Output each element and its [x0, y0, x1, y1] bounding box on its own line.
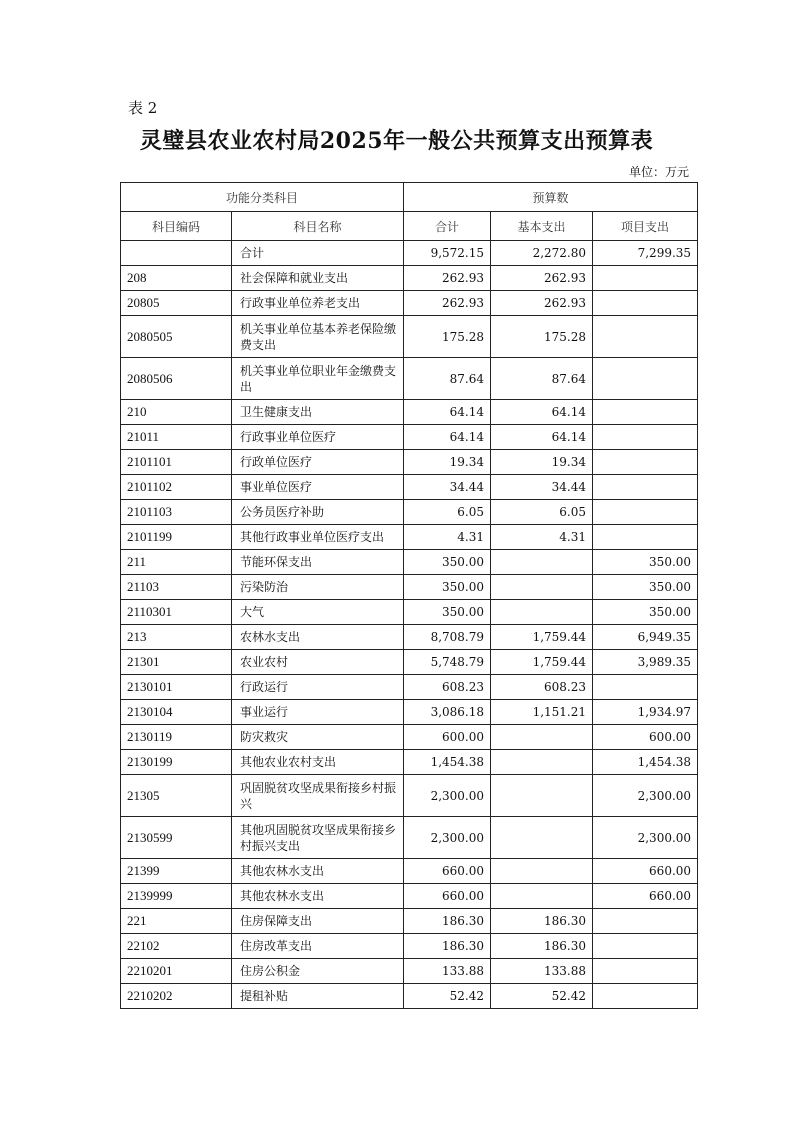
cell-name: 住房保障支出 — [232, 909, 404, 934]
cell-basic: 87.64 — [491, 358, 593, 400]
cell-name: 行政运行 — [232, 675, 404, 700]
cell-basic — [491, 775, 593, 817]
cell-name: 防灾救灾 — [232, 725, 404, 750]
cell-total: 175.28 — [404, 316, 491, 358]
cell-project: 350.00 — [593, 600, 698, 625]
cell-code: 21301 — [121, 650, 232, 675]
cell-name: 事业运行 — [232, 700, 404, 725]
table-row — [121, 358, 698, 400]
cell-project: 6,949.35 — [593, 625, 698, 650]
cell-basic — [491, 750, 593, 775]
cell-code: 2130599 — [121, 817, 232, 859]
cell-basic: 186.30 — [491, 934, 593, 959]
cell-total: 4.31 — [404, 525, 491, 550]
table-row — [121, 425, 698, 450]
cell-name: 卫生健康支出 — [232, 400, 404, 425]
cell-total: 186.30 — [404, 934, 491, 959]
cell-name: 行政单位医疗 — [232, 450, 404, 475]
cell-name: 住房改革支出 — [232, 934, 404, 959]
cell-name: 事业单位医疗 — [232, 475, 404, 500]
cell-code: 21011 — [121, 425, 232, 450]
cell-project — [593, 291, 698, 316]
cell-basic — [491, 725, 593, 750]
cell-basic: 6.05 — [491, 500, 593, 525]
cell-project: 660.00 — [593, 884, 698, 909]
table-body — [121, 241, 698, 1009]
cell-project: 1,934.97 — [593, 700, 698, 725]
table-row — [121, 650, 698, 675]
table-number-label: 表 2 — [128, 99, 158, 117]
cell-basic: 34.44 — [491, 475, 593, 500]
cell-project — [593, 525, 698, 550]
cell-code: 21399 — [121, 859, 232, 884]
cell-basic — [491, 575, 593, 600]
cell-total: 6.05 — [404, 500, 491, 525]
cell-project — [593, 675, 698, 700]
cell-project — [593, 316, 698, 358]
table-row — [121, 934, 698, 959]
table-row — [121, 859, 698, 884]
table-row — [121, 500, 698, 525]
cell-basic: 186.30 — [491, 909, 593, 934]
cell-project — [593, 934, 698, 959]
cell-project: 2,300.00 — [593, 775, 698, 817]
cell-basic: 52.42 — [491, 984, 593, 1009]
cell-project — [593, 475, 698, 500]
cell-basic — [491, 859, 593, 884]
cell-basic: 262.93 — [491, 266, 593, 291]
cell-code: 2101103 — [121, 500, 232, 525]
cell-total: 350.00 — [404, 600, 491, 625]
header-code: 科目编码 — [121, 212, 232, 241]
cell-basic: 1,759.44 — [491, 625, 593, 650]
cell-basic: 175.28 — [491, 316, 593, 358]
cell-total: 2,300.00 — [404, 817, 491, 859]
cell-code: 2210201 — [121, 959, 232, 984]
cell-code: 208 — [121, 266, 232, 291]
cell-project: 350.00 — [593, 575, 698, 600]
cell-code: 2101101 — [121, 450, 232, 475]
table-row — [121, 241, 698, 266]
cell-project — [593, 266, 698, 291]
cell-code: 2130119 — [121, 725, 232, 750]
cell-project: 600.00 — [593, 725, 698, 750]
table-row — [121, 725, 698, 750]
table-row — [121, 291, 698, 316]
cell-name: 住房公积金 — [232, 959, 404, 984]
cell-project — [593, 400, 698, 425]
cell-project — [593, 500, 698, 525]
cell-basic: 133.88 — [491, 959, 593, 984]
cell-total: 660.00 — [404, 884, 491, 909]
table-row — [121, 775, 698, 817]
cell-project: 2,300.00 — [593, 817, 698, 859]
header-basic: 基本支出 — [491, 212, 593, 241]
cell-basic — [491, 600, 593, 625]
cell-name: 大气 — [232, 600, 404, 625]
cell-total: 64.14 — [404, 400, 491, 425]
header-name: 科目名称 — [232, 212, 404, 241]
cell-name: 农林水支出 — [232, 625, 404, 650]
cell-basic: 64.14 — [491, 400, 593, 425]
cell-name: 机关事业单位基本养老保险缴费支出 — [232, 316, 404, 358]
cell-total: 133.88 — [404, 959, 491, 984]
header-budget-amount: 预算数 — [404, 183, 698, 212]
cell-basic: 19.34 — [491, 450, 593, 475]
table-row — [121, 600, 698, 625]
cell-name: 机关事业单位职业年金缴费支出 — [232, 358, 404, 400]
cell-code: 21305 — [121, 775, 232, 817]
cell-code: 211 — [121, 550, 232, 575]
cell-name: 社会保障和就业支出 — [232, 266, 404, 291]
cell-code — [121, 241, 232, 266]
table-row — [121, 959, 698, 984]
cell-name: 污染防治 — [232, 575, 404, 600]
page-title: 灵璧县农业农村局2025年一般公共预算支出预算表 — [139, 128, 654, 154]
cell-basic: 608.23 — [491, 675, 593, 700]
table-row — [121, 675, 698, 700]
cell-total: 87.64 — [404, 358, 491, 400]
table-row — [121, 909, 698, 934]
header-total: 合计 — [404, 212, 491, 241]
table-row — [121, 475, 698, 500]
cell-project: 350.00 — [593, 550, 698, 575]
cell-project — [593, 909, 698, 934]
header-row-columns — [121, 212, 698, 241]
cell-name: 其他农林水支出 — [232, 859, 404, 884]
cell-code: 2080506 — [121, 358, 232, 400]
cell-project: 7,299.35 — [593, 241, 698, 266]
cell-name: 巩固脱贫攻坚成果衔接乡村振兴 — [232, 775, 404, 817]
cell-total: 34.44 — [404, 475, 491, 500]
cell-name: 节能环保支出 — [232, 550, 404, 575]
header-functional-classification: 功能分类科目 — [121, 183, 404, 212]
cell-total: 8,708.79 — [404, 625, 491, 650]
cell-code: 2139999 — [121, 884, 232, 909]
cell-code: 2101199 — [121, 525, 232, 550]
cell-basic — [491, 817, 593, 859]
cell-project — [593, 358, 698, 400]
table-row — [121, 750, 698, 775]
cell-code: 21103 — [121, 575, 232, 600]
header-project: 项目支出 — [593, 212, 698, 241]
header-row-group — [121, 183, 698, 212]
table-row — [121, 817, 698, 859]
cell-basic: 262.93 — [491, 291, 593, 316]
table-row — [121, 700, 698, 725]
cell-total: 350.00 — [404, 575, 491, 600]
cell-total: 5,748.79 — [404, 650, 491, 675]
table-row — [121, 575, 698, 600]
cell-basic: 4.31 — [491, 525, 593, 550]
table-row — [121, 550, 698, 575]
cell-basic — [491, 884, 593, 909]
budget-table — [120, 182, 698, 1009]
cell-name: 行政事业单位医疗 — [232, 425, 404, 450]
cell-basic: 1,151.21 — [491, 700, 593, 725]
table-row — [121, 984, 698, 1009]
cell-project — [593, 450, 698, 475]
cell-total: 262.93 — [404, 266, 491, 291]
cell-total: 19.34 — [404, 450, 491, 475]
cell-code: 210 — [121, 400, 232, 425]
cell-project: 660.00 — [593, 859, 698, 884]
cell-project — [593, 984, 698, 1009]
cell-total: 3,086.18 — [404, 700, 491, 725]
table-row — [121, 450, 698, 475]
cell-total: 600.00 — [404, 725, 491, 750]
cell-code: 213 — [121, 625, 232, 650]
cell-name: 公务员医疗补助 — [232, 500, 404, 525]
cell-name: 其他行政事业单位医疗支出 — [232, 525, 404, 550]
cell-code: 2210202 — [121, 984, 232, 1009]
cell-basic: 1,759.44 — [491, 650, 593, 675]
cell-code: 2101102 — [121, 475, 232, 500]
cell-code: 2080505 — [121, 316, 232, 358]
cell-total: 9,572.15 — [404, 241, 491, 266]
cell-project: 1,454.38 — [593, 750, 698, 775]
table-row — [121, 884, 698, 909]
cell-name: 农业农村 — [232, 650, 404, 675]
cell-code: 22102 — [121, 934, 232, 959]
cell-name: 合计 — [232, 241, 404, 266]
cell-name: 行政事业单位养老支出 — [232, 291, 404, 316]
cell-total: 2,300.00 — [404, 775, 491, 817]
cell-basic: 2,272.80 — [491, 241, 593, 266]
cell-name: 提租补贴 — [232, 984, 404, 1009]
unit-label: 单位：万元 — [628, 165, 689, 179]
cell-total: 660.00 — [404, 859, 491, 884]
cell-name: 其他农林水支出 — [232, 884, 404, 909]
cell-name: 其他农业农村支出 — [232, 750, 404, 775]
table-row — [121, 400, 698, 425]
cell-code: 2110301 — [121, 600, 232, 625]
cell-code: 2130101 — [121, 675, 232, 700]
cell-project: 3,989.35 — [593, 650, 698, 675]
cell-basic: 64.14 — [491, 425, 593, 450]
table-row — [121, 625, 698, 650]
cell-basic — [491, 550, 593, 575]
cell-project — [593, 425, 698, 450]
cell-code: 221 — [121, 909, 232, 934]
cell-code: 2130104 — [121, 700, 232, 725]
cell-project — [593, 959, 698, 984]
cell-code: 20805 — [121, 291, 232, 316]
cell-total: 350.00 — [404, 550, 491, 575]
cell-total: 1,454.38 — [404, 750, 491, 775]
cell-total: 262.93 — [404, 291, 491, 316]
cell-name: 其他巩固脱贫攻坚成果衔接乡村振兴支出 — [232, 817, 404, 859]
table-row — [121, 316, 698, 358]
table-row — [121, 525, 698, 550]
cell-code: 2130199 — [121, 750, 232, 775]
cell-total: 64.14 — [404, 425, 491, 450]
cell-total: 608.23 — [404, 675, 491, 700]
cell-total: 186.30 — [404, 909, 491, 934]
cell-total: 52.42 — [404, 984, 491, 1009]
table-row — [121, 266, 698, 291]
